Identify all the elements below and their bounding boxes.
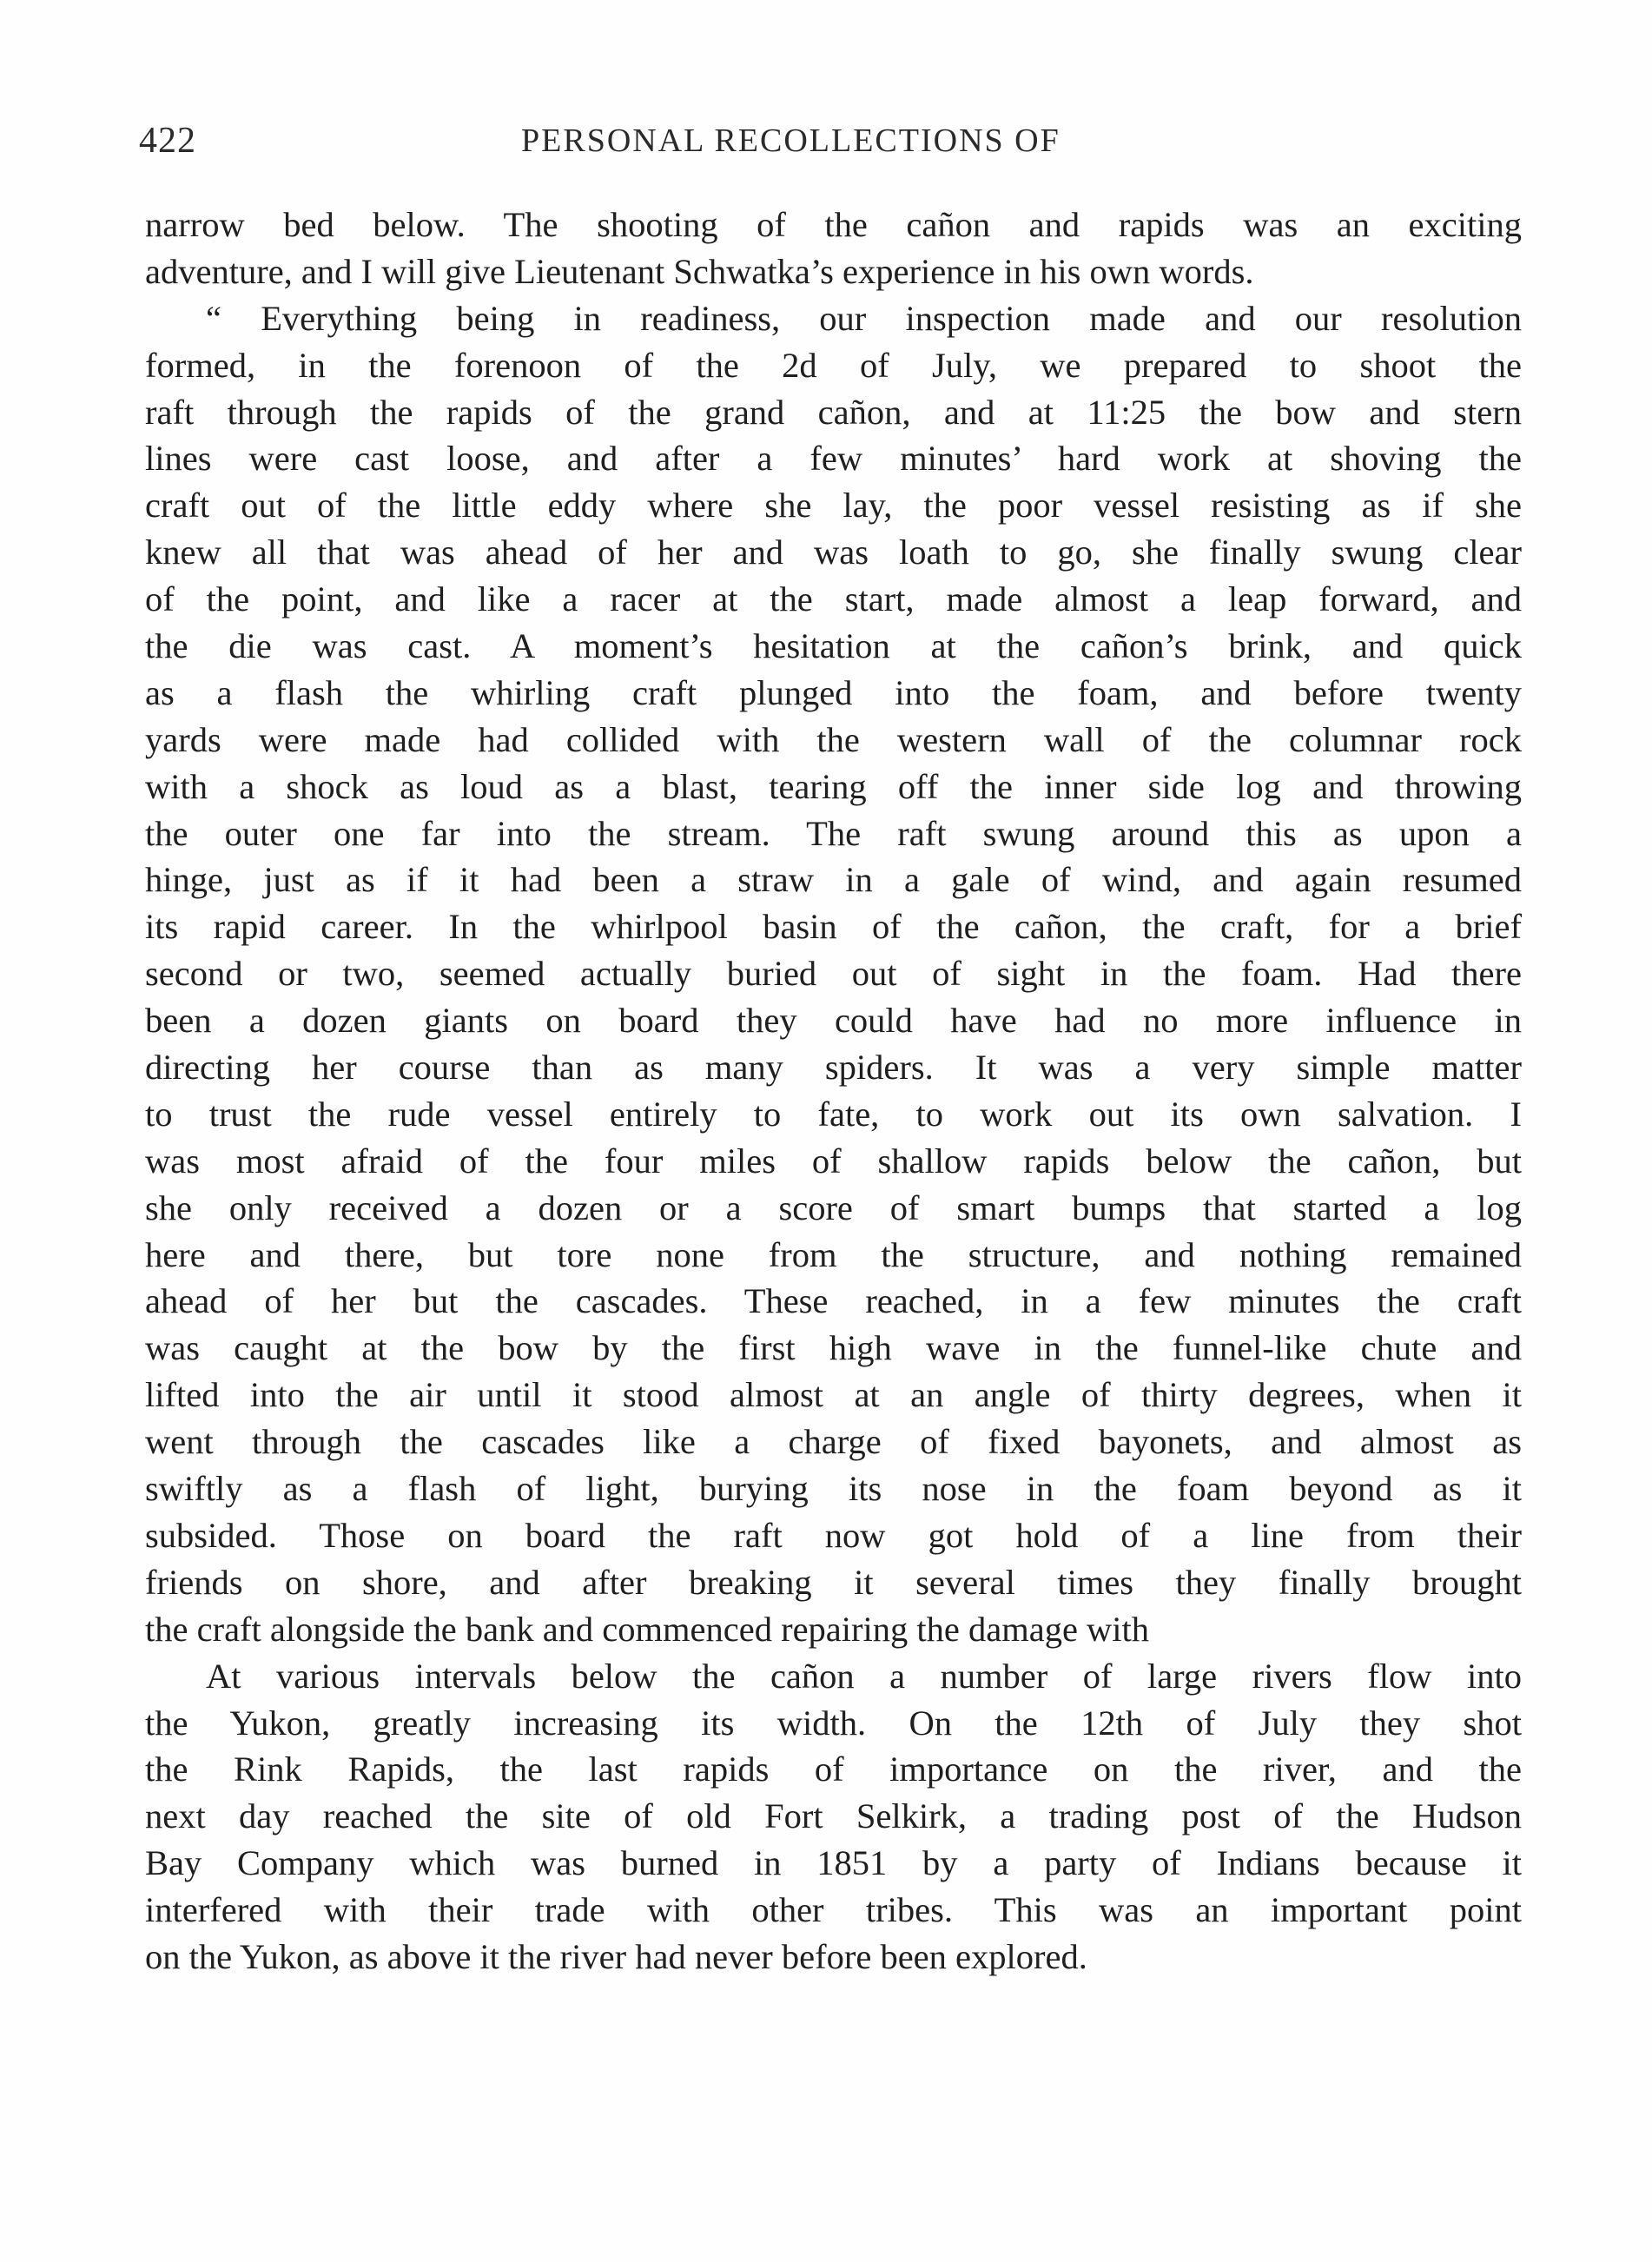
text-line: the Rink Rapids, the last rapids of importance on the river, and the [145, 1749, 1522, 1789]
text-line: was most afraid of the four miles of shallow rapids below the cañon, but [145, 1141, 1522, 1181]
text-line: knew all that was ahead of her and was loath to go, she finally swung clear [145, 532, 1522, 572]
text-line: lines were cast loose, and after a few minutes’ hard work at shoving the [145, 439, 1522, 479]
text-line: ahead of her but the cascades. These reached, in a few minutes the craft [145, 1281, 1522, 1321]
text-line: lifted into the air until it stood almost at an angle of thirty degrees, when it [145, 1375, 1522, 1415]
text-line: Bay Company which was burned in 1851 by a party of Indians because it [145, 1843, 1522, 1883]
text-line: was caught at the bow by the first high wave in the funnel-like chute and [145, 1328, 1522, 1368]
paragraph [145, 295, 1522, 1653]
page-number: 422 [139, 121, 196, 161]
text-line: swiftly as a flash of light, burying its nose in the foam beyond as it [145, 1469, 1522, 1509]
text-line: formed, in the forenoon of the 2d of July, we prepared to shoot the [145, 345, 1522, 385]
text-line: adventure, and I will give Lieutenant Schwatka’s experience in his own words. [145, 251, 1254, 291]
text-line: to trust the rude vessel entirely to fate, to work out its own salvation. I [145, 1094, 1522, 1134]
text-line: craft out of the little eddy where she lay, the poor vessel resisting as if she [145, 486, 1522, 526]
text-line: narrow bed below. The shooting of the cañon and rapids was an exciting [145, 205, 1522, 244]
text-line: hinge, just as if it had been a straw in a gale of wind, and again resumed [145, 860, 1522, 900]
text-line: friends on shore, and after breaking it several times they finally brought [145, 1562, 1522, 1602]
paragraph [145, 202, 1522, 295]
text-line: on the Yukon, as above it the river had never before been explored. [145, 1936, 1087, 1976]
text-line: its rapid career. In the whirlpool basin of the cañon, the craft, for a brief [145, 907, 1522, 947]
running-head [139, 120, 1529, 172]
text-line: the Yukon, greatly increasing its width. On the 12th of July they shot [145, 1703, 1522, 1743]
text-line: she only received a dozen or a score of smart bumps that started a log [145, 1187, 1522, 1227]
text-line: next day reached the site of old Fort Selkirk, a trading post of the Hudson [145, 1796, 1522, 1836]
text-line: directing her course than as many spiders. It was a very simple matter [145, 1048, 1522, 1088]
text-line: At various intervals below the cañon a number of large rivers flow into [206, 1656, 1522, 1696]
text-line: the craft alongside the bank and commenced repairing the damage with [145, 1609, 1150, 1649]
body-text [145, 202, 1522, 1981]
paragraph [145, 1653, 1522, 1981]
text-line: subsided. Those on board the raft now got hold of a line from their [145, 1515, 1522, 1555]
text-line: with a shock as loud as a blast, tearing off the inner side log and throwing [145, 766, 1522, 806]
text-line: the die was cast. A moment’s hesitation at the cañon’s brink, and quick [145, 626, 1522, 666]
text-line: “ Everything being in readiness, our inspection made and our resolution [206, 298, 1522, 338]
text-line: the outer one far into the stream. The raft swung around this as upon a [145, 813, 1522, 853]
text-line: raft through the rapids of the grand cañon, and at 11:25 the bow and stern [145, 392, 1522, 432]
text-line: second or two, seemed actually buried out of sight in the foam. Had there [145, 954, 1522, 994]
text-line: been a dozen giants on board they could have had no more influence in [145, 1001, 1522, 1041]
text-line: of the point, and like a racer at the start, made almost a leap forward, and [145, 579, 1522, 619]
text-line: here and there, but tore none from the structure, and nothing remained [145, 1234, 1522, 1274]
text-line: interfered with their trade with other tribes. This was an important point [145, 1890, 1522, 1930]
text-line: as a flash the whirling craft plunged into the foam, and before twenty [145, 672, 1522, 712]
running-title: PERSONAL RECOLLECTIONS OF [521, 122, 1061, 159]
text-line: went through the cascades like a charge of fixed bayonets, and almost as [145, 1422, 1522, 1462]
text-line: yards were made had collided with the western wall of the columnar rock [145, 719, 1522, 759]
